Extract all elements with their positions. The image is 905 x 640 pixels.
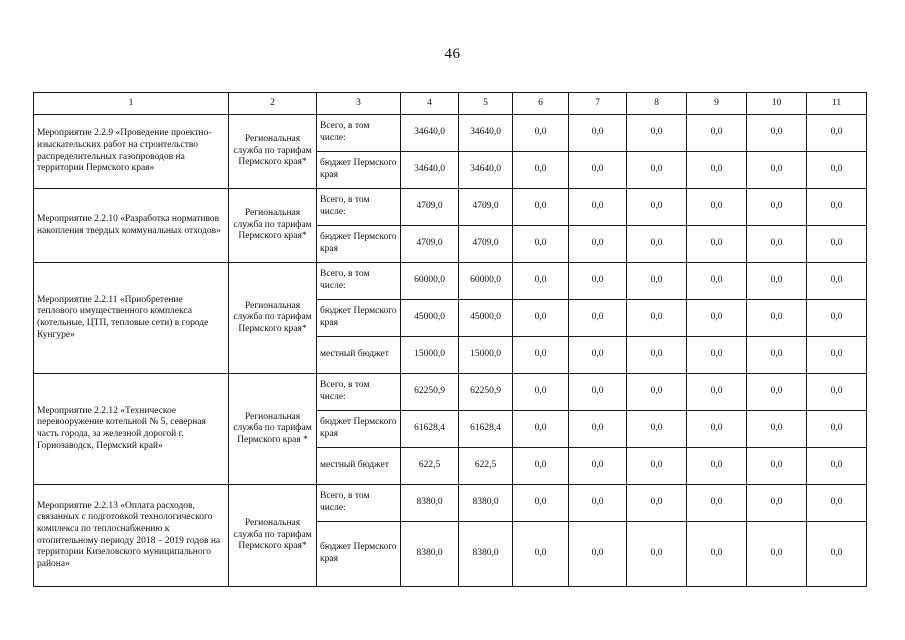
amount-cell: 0,0: [687, 485, 747, 522]
funding-source: бюджет Пермского края: [317, 152, 401, 189]
amount-cell: 0,0: [627, 115, 687, 152]
amount-cell: 45000,0: [401, 300, 459, 337]
amount-cell: 4709,0: [401, 226, 459, 263]
table-row: [34, 115, 867, 152]
amount-cell: 0,0: [807, 189, 867, 226]
amount-cell: 0,0: [747, 374, 807, 411]
page-number: 46: [444, 46, 461, 62]
table-row: [34, 189, 867, 226]
amount-cell: 0,0: [807, 226, 867, 263]
amount-cell: 0,0: [687, 115, 747, 152]
header-cell: 8: [627, 93, 687, 115]
amount-cell: 62250,9: [459, 374, 513, 411]
amount-cell: 0,0: [569, 152, 627, 189]
amount-cell: 0,0: [627, 485, 687, 522]
amount-cell: 0,0: [627, 374, 687, 411]
amount-cell: 0,0: [747, 226, 807, 263]
amount-cell: 0,0: [687, 152, 747, 189]
header-cell: 10: [747, 93, 807, 115]
funding-source: Всего, в том числе:: [317, 189, 401, 226]
measure-name: Мероприятие 2.2.13 «Оплата расходов, связанных с подготовкой технологического комплекса по теплоснабжению к отопительному периоду 2018 – 2019 годов на территории Кизеловского муниципального района»: [34, 485, 229, 587]
amount-cell: 0,0: [569, 448, 627, 485]
amount-cell: 0,0: [807, 152, 867, 189]
amount-cell: 0,0: [569, 226, 627, 263]
amount-cell: 0,0: [807, 411, 867, 448]
header-row: [34, 93, 867, 115]
amount-cell: 0,0: [569, 263, 627, 300]
amount-cell: 0,0: [513, 189, 569, 226]
amount-cell: 62250,9: [401, 374, 459, 411]
executor: Региональная служба по тарифам Пермского края*: [229, 485, 317, 587]
executor: Региональная служба по тарифам Пермского края*: [229, 263, 317, 374]
amount-cell: 0,0: [687, 522, 747, 587]
amount-cell: 0,0: [747, 300, 807, 337]
table-row: [34, 374, 867, 411]
amount-cell: 61628,4: [459, 411, 513, 448]
budget-table: [33, 92, 867, 587]
amount-cell: 0,0: [513, 152, 569, 189]
amount-cell: 0,0: [569, 485, 627, 522]
amount-cell: 0,0: [569, 189, 627, 226]
funding-source: бюджет Пермского края: [317, 226, 401, 263]
amount-cell: 0,0: [747, 115, 807, 152]
header-cell: 2: [229, 93, 317, 115]
funding-source: Всего, в том числе:: [317, 485, 401, 522]
amount-cell: 0,0: [687, 374, 747, 411]
amount-cell: 0,0: [569, 337, 627, 374]
amount-cell: 0,0: [513, 337, 569, 374]
amount-cell: 0,0: [687, 300, 747, 337]
amount-cell: 0,0: [687, 411, 747, 448]
header-cell: 9: [687, 93, 747, 115]
amount-cell: 34640,0: [401, 115, 459, 152]
funding-source: местный бюджет: [317, 337, 401, 374]
header-cell: 6: [513, 93, 569, 115]
amount-cell: 0,0: [569, 300, 627, 337]
amount-cell: 0,0: [747, 522, 807, 587]
amount-cell: 0,0: [687, 337, 747, 374]
amount-cell: 0,0: [687, 263, 747, 300]
amount-cell: 622,5: [459, 448, 513, 485]
funding-source: бюджет Пермского края: [317, 522, 401, 587]
amount-cell: 0,0: [747, 337, 807, 374]
amount-cell: 0,0: [513, 522, 569, 587]
amount-cell: 0,0: [747, 189, 807, 226]
amount-cell: 0,0: [627, 152, 687, 189]
amount-cell: 0,0: [513, 448, 569, 485]
amount-cell: 60000,0: [459, 263, 513, 300]
amount-cell: 0,0: [569, 374, 627, 411]
amount-cell: 8380,0: [401, 522, 459, 587]
amount-cell: 0,0: [627, 300, 687, 337]
amount-cell: 0,0: [627, 226, 687, 263]
amount-cell: 34640,0: [459, 115, 513, 152]
amount-cell: 4709,0: [459, 189, 513, 226]
amount-cell: 0,0: [687, 226, 747, 263]
amount-cell: 0,0: [569, 411, 627, 448]
amount-cell: 34640,0: [459, 152, 513, 189]
amount-cell: 0,0: [627, 411, 687, 448]
funding-source: Всего, в том числе:: [317, 115, 401, 152]
amount-cell: 622,5: [401, 448, 459, 485]
amount-cell: 0,0: [513, 411, 569, 448]
amount-cell: 0,0: [807, 263, 867, 300]
amount-cell: 0,0: [513, 485, 569, 522]
amount-cell: 8380,0: [401, 485, 459, 522]
amount-cell: 0,0: [513, 300, 569, 337]
amount-cell: 0,0: [627, 522, 687, 587]
header-cell: 11: [807, 93, 867, 115]
header-cell: 7: [569, 93, 627, 115]
amount-cell: 15000,0: [459, 337, 513, 374]
amount-cell: 0,0: [807, 522, 867, 587]
amount-cell: 61628,4: [401, 411, 459, 448]
amount-cell: 0,0: [807, 448, 867, 485]
table-row: [34, 263, 867, 300]
amount-cell: 0,0: [513, 374, 569, 411]
header-cell: 1: [34, 93, 229, 115]
executor: Региональная служба по тарифам Пермского края*: [229, 189, 317, 263]
amount-cell: 34640,0: [401, 152, 459, 189]
amount-cell: 0,0: [807, 374, 867, 411]
amount-cell: 0,0: [513, 263, 569, 300]
amount-cell: 8380,0: [459, 485, 513, 522]
amount-cell: 0,0: [513, 226, 569, 263]
amount-cell: 8380,0: [459, 522, 513, 587]
amount-cell: 0,0: [627, 448, 687, 485]
header-cell: 3: [317, 93, 401, 115]
amount-cell: 0,0: [627, 337, 687, 374]
amount-cell: 4709,0: [401, 189, 459, 226]
funding-source: бюджет Пермского края: [317, 411, 401, 448]
amount-cell: 0,0: [747, 411, 807, 448]
amount-cell: 0,0: [807, 115, 867, 152]
funding-source: Всего, в том числе:: [317, 263, 401, 300]
table-row: [34, 485, 867, 522]
funding-source: бюджет Пермского края: [317, 300, 401, 337]
amount-cell: 0,0: [807, 300, 867, 337]
funding-source: местный бюджет: [317, 448, 401, 485]
amount-cell: 0,0: [747, 152, 807, 189]
amount-cell: 0,0: [569, 115, 627, 152]
amount-cell: 0,0: [627, 263, 687, 300]
measure-name: Мероприятие 2.2.12 «Техническое перевооружение котельной № 5, северная часть города, за железной дорогой г. Горнозаводск, Пермский край»: [34, 374, 229, 485]
amount-cell: 0,0: [747, 448, 807, 485]
amount-cell: 15000,0: [401, 337, 459, 374]
amount-cell: 0,0: [513, 115, 569, 152]
amount-cell: 0,0: [807, 485, 867, 522]
amount-cell: 4709,0: [459, 226, 513, 263]
executor: Региональная служба по тарифам Пермского края *: [229, 374, 317, 485]
table-body: [34, 115, 867, 587]
amount-cell: 45000,0: [459, 300, 513, 337]
amount-cell: 0,0: [569, 522, 627, 587]
amount-cell: 60000,0: [401, 263, 459, 300]
header-cell: 5: [459, 93, 513, 115]
amount-cell: 0,0: [747, 485, 807, 522]
amount-cell: 0,0: [807, 337, 867, 374]
amount-cell: 0,0: [627, 189, 687, 226]
measure-name: Мероприятие 2.2.10 «Разработка нормативов накопления твердых коммунальных отходов»: [34, 189, 229, 263]
amount-cell: 0,0: [687, 189, 747, 226]
amount-cell: 0,0: [687, 448, 747, 485]
amount-cell: 0,0: [747, 263, 807, 300]
header-cell: 4: [401, 93, 459, 115]
executor: Региональная служба по тарифам Пермского края*: [229, 115, 317, 189]
funding-source: Всего, в том числе:: [317, 374, 401, 411]
measure-name: Мероприятие 2.2.9 «Проведение проектно-изыскательских работ на строительство распределительных газопроводов на территории Пермского края»: [34, 115, 229, 189]
measure-name: Мероприятие 2.2.11 «Приобретение теплового имущественного комплекса (котельные, ЦТП, тепловые сети) в городе Кунгуре»: [34, 263, 229, 374]
